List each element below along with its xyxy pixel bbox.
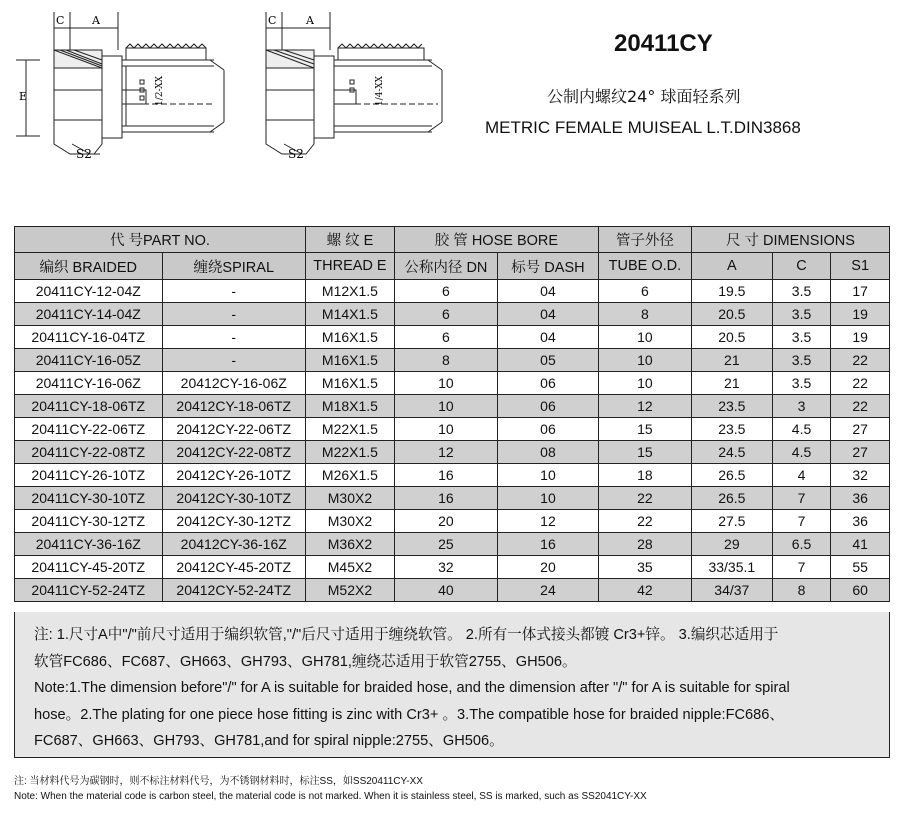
cell-thread: M36X2 bbox=[305, 533, 394, 556]
cell-spiral: 20412CY-26-10TZ bbox=[162, 464, 305, 487]
header-a: A bbox=[691, 253, 772, 280]
product-title: 20411CY bbox=[614, 30, 713, 57]
cell-c: 3.5 bbox=[772, 349, 831, 372]
cell-s1: 27 bbox=[831, 441, 890, 464]
dim-a-label: A bbox=[92, 14, 100, 27]
dim-c-label: C bbox=[56, 14, 65, 27]
notes-box bbox=[14, 612, 890, 758]
table-row bbox=[15, 418, 890, 441]
cell-a: 26.5 bbox=[691, 464, 772, 487]
cell-braided: 20411CY-12-04Z bbox=[15, 280, 163, 303]
cell-tube: 42 bbox=[598, 579, 691, 602]
cell-dn: 6 bbox=[394, 326, 497, 349]
dim-s2-label: S2 bbox=[288, 147, 304, 161]
cell-spiral: - bbox=[162, 303, 305, 326]
table-row bbox=[15, 372, 890, 395]
cell-braided: 20411CY-52-24TZ bbox=[15, 579, 163, 602]
dim-s2-label: S2 bbox=[76, 147, 92, 161]
cell-dn: 20 bbox=[394, 510, 497, 533]
cell-dash: 16 bbox=[497, 533, 598, 556]
cell-dn: 8 bbox=[394, 349, 497, 372]
cell-c: 3.5 bbox=[772, 326, 831, 349]
table-row bbox=[15, 395, 890, 418]
cell-c: 3.5 bbox=[772, 303, 831, 326]
cell-braided: 20411CY-18-06TZ bbox=[15, 395, 163, 418]
footer-line: Note: When the material code is carbon steel, the material code is not marked. When it is stainless steel, SS is marked, such as SS2041CY-XX bbox=[14, 791, 647, 802]
cell-tube: 10 bbox=[598, 349, 691, 372]
header-tube-cn: 管子外径 bbox=[598, 227, 691, 253]
cell-spiral: 20412CY-52-24TZ bbox=[162, 579, 305, 602]
cell-dn: 12 bbox=[394, 441, 497, 464]
cell-spiral: 20412CY-18-06TZ bbox=[162, 395, 305, 418]
cell-dash: 10 bbox=[497, 464, 598, 487]
cell-c: 6.5 bbox=[772, 533, 831, 556]
cell-dn: 40 bbox=[394, 579, 497, 602]
cell-spiral: 20412CY-16-06Z bbox=[162, 372, 305, 395]
table-row bbox=[15, 441, 890, 464]
cell-a: 19.5 bbox=[691, 280, 772, 303]
table-row bbox=[15, 280, 890, 303]
cell-thread: M16X1.5 bbox=[305, 349, 394, 372]
header-s1: S1 bbox=[831, 253, 890, 280]
cell-thread: M45X2 bbox=[305, 556, 394, 579]
cell-s1: 41 bbox=[831, 533, 890, 556]
cell-c: 4.5 bbox=[772, 418, 831, 441]
cell-braided: 20411CY-14-04Z bbox=[15, 303, 163, 326]
cell-spiral: - bbox=[162, 349, 305, 372]
header-part-no: 代 号PART NO. bbox=[15, 227, 306, 253]
cell-a: 21 bbox=[691, 372, 772, 395]
cell-thread: M22X1.5 bbox=[305, 418, 394, 441]
header-thread-e: THREAD E bbox=[305, 253, 394, 280]
cell-tube: 22 bbox=[598, 487, 691, 510]
footer-line: 注: 当材料代号为碳钢时，则不标注材料代号，为不锈钢材料时，标注SS，如SS20411CY-XX bbox=[14, 776, 423, 787]
cell-spiral: 20412CY-45-20TZ bbox=[162, 556, 305, 579]
cell-a: 23.5 bbox=[691, 395, 772, 418]
table-row bbox=[15, 303, 890, 326]
cell-braided: 20411CY-22-06TZ bbox=[15, 418, 163, 441]
thread-label: 1/2-XX bbox=[155, 75, 165, 106]
cell-dash: 06 bbox=[497, 372, 598, 395]
fitting-drawing-spiral bbox=[252, 8, 477, 163]
cell-s1: 19 bbox=[831, 326, 890, 349]
cell-braided: 20411CY-16-04TZ bbox=[15, 326, 163, 349]
cell-dn: 10 bbox=[394, 372, 497, 395]
cell-dash: 06 bbox=[497, 418, 598, 441]
dim-c-label: C bbox=[268, 14, 277, 27]
cell-a: 20.5 bbox=[691, 303, 772, 326]
table-row bbox=[15, 579, 890, 602]
table-header-row-1 bbox=[15, 227, 890, 253]
table-row bbox=[15, 349, 890, 372]
table-header-row-2 bbox=[15, 253, 890, 280]
cell-s1: 22 bbox=[831, 395, 890, 418]
cell-s1: 32 bbox=[831, 464, 890, 487]
cell-dn: 32 bbox=[394, 556, 497, 579]
header-hose-bore: 胶 管 HOSE BORE bbox=[394, 227, 598, 253]
cell-thread: M18X1.5 bbox=[305, 395, 394, 418]
cell-c: 7 bbox=[772, 556, 831, 579]
dim-e-label: E bbox=[19, 90, 28, 103]
cell-s1: 17 bbox=[831, 280, 890, 303]
cell-a: 23.5 bbox=[691, 418, 772, 441]
cell-braided: 20411CY-30-10TZ bbox=[15, 487, 163, 510]
cell-s1: 36 bbox=[831, 487, 890, 510]
cell-tube: 8 bbox=[598, 303, 691, 326]
cell-tube: 18 bbox=[598, 464, 691, 487]
note-line: FC687、GH663、GH793、GH781,and for spiral nipple:2755、GH506。 bbox=[34, 733, 504, 749]
cell-dash: 06 bbox=[497, 395, 598, 418]
cell-dash: 08 bbox=[497, 441, 598, 464]
cell-spiral: 20412CY-22-08TZ bbox=[162, 441, 305, 464]
cell-thread: M16X1.5 bbox=[305, 326, 394, 349]
cell-dash: 04 bbox=[497, 280, 598, 303]
cell-c: 7 bbox=[772, 510, 831, 533]
cell-tube: 15 bbox=[598, 441, 691, 464]
cell-c: 3.5 bbox=[772, 372, 831, 395]
table-row bbox=[15, 556, 890, 579]
cell-tube: 15 bbox=[598, 418, 691, 441]
cell-c: 7 bbox=[772, 487, 831, 510]
cell-thread: M52X2 bbox=[305, 579, 394, 602]
note-line: hose。2.The plating for one piece hose fitting is zinc with Cr3+ 。3.The compatible hose for braided nipple:FC686、 bbox=[34, 706, 784, 723]
cell-s1: 60 bbox=[831, 579, 890, 602]
cell-a: 24.5 bbox=[691, 441, 772, 464]
cell-a: 27.5 bbox=[691, 510, 772, 533]
cell-s1: 19 bbox=[831, 303, 890, 326]
cell-tube: 22 bbox=[598, 510, 691, 533]
cell-a: 29 bbox=[691, 533, 772, 556]
cell-dn: 10 bbox=[394, 395, 497, 418]
cell-spiral: - bbox=[162, 326, 305, 349]
table-row bbox=[15, 326, 890, 349]
cell-dash: 12 bbox=[497, 510, 598, 533]
cell-braided: 20411CY-16-05Z bbox=[15, 349, 163, 372]
cell-dn: 16 bbox=[394, 487, 497, 510]
cell-spiral: 20412CY-30-10TZ bbox=[162, 487, 305, 510]
footer-note bbox=[14, 774, 647, 804]
cell-dash: 10 bbox=[497, 487, 598, 510]
table-row bbox=[15, 464, 890, 487]
header-tube-od: TUBE O.D. bbox=[598, 253, 691, 280]
cell-dash: 05 bbox=[497, 349, 598, 372]
cell-braided: 20411CY-16-06Z bbox=[15, 372, 163, 395]
note-line: 软管FC686、FC687、GH663、GH793、GH781,缠绕芯适用于软管2755、GH506。 bbox=[34, 653, 577, 670]
cell-dn: 6 bbox=[394, 280, 497, 303]
table-row bbox=[15, 533, 890, 556]
note-line: Note:1.The dimension before"/" for A is suitable for braided hose, and the dimension after "/" for A is suitable for spiral bbox=[34, 680, 790, 696]
cell-thread: M12X1.5 bbox=[305, 280, 394, 303]
cell-braided: 20411CY-36-16Z bbox=[15, 533, 163, 556]
cell-thread: M30X2 bbox=[305, 487, 394, 510]
cell-tube: 12 bbox=[598, 395, 691, 418]
cell-dn: 25 bbox=[394, 533, 497, 556]
cell-dash: 24 bbox=[497, 579, 598, 602]
cell-s1: 55 bbox=[831, 556, 890, 579]
cell-s1: 36 bbox=[831, 510, 890, 533]
header-spiral: 缠绕SPIRAL bbox=[162, 253, 305, 280]
cell-tube: 35 bbox=[598, 556, 691, 579]
cell-spiral: 20412CY-30-12TZ bbox=[162, 510, 305, 533]
cell-tube: 28 bbox=[598, 533, 691, 556]
cell-thread: M16X1.5 bbox=[305, 372, 394, 395]
cell-dash: 20 bbox=[497, 556, 598, 579]
header-braided: 编织 BRAIDED bbox=[15, 253, 163, 280]
cell-a: 26.5 bbox=[691, 487, 772, 510]
cell-spiral: 20412CY-22-06TZ bbox=[162, 418, 305, 441]
header-dash: 标号 DASH bbox=[497, 253, 598, 280]
cell-c: 4.5 bbox=[772, 441, 831, 464]
cell-thread: M14X1.5 bbox=[305, 303, 394, 326]
cell-thread: M30X2 bbox=[305, 510, 394, 533]
fitting-drawing-braided bbox=[14, 8, 239, 163]
cell-dn: 10 bbox=[394, 418, 497, 441]
thread-label: 1/4-XX bbox=[375, 75, 385, 106]
cell-dn: 6 bbox=[394, 303, 497, 326]
subtitle-english: METRIC FEMALE MUISEAL L.T.DIN3868 bbox=[485, 118, 801, 137]
cell-dash: 04 bbox=[497, 303, 598, 326]
cell-s1: 22 bbox=[831, 349, 890, 372]
header-dn: 公称内径 DN bbox=[394, 253, 497, 280]
table-row bbox=[15, 510, 890, 533]
header-c: C bbox=[772, 253, 831, 280]
cell-thread: M22X1.5 bbox=[305, 441, 394, 464]
header-thread-cn: 螺 纹 E bbox=[305, 227, 394, 253]
table-row bbox=[15, 487, 890, 510]
cell-a: 21 bbox=[691, 349, 772, 372]
cell-a: 34/37 bbox=[691, 579, 772, 602]
note-line: 注: 1.尺寸A中"/"前尺寸适用于编织软管,"/"后尺寸适用于缠绕软管。 2.所有一体式接头都镀 Cr3+锌。 3.编织芯适用于 bbox=[34, 627, 779, 643]
cell-spiral: 20412CY-36-16Z bbox=[162, 533, 305, 556]
subtitle-chinese: 公制内螺纹24° 球面轻系列 bbox=[547, 87, 741, 106]
dim-a-label: A bbox=[306, 14, 314, 27]
cell-dash: 04 bbox=[497, 326, 598, 349]
cell-braided: 20411CY-30-12TZ bbox=[15, 510, 163, 533]
cell-c: 3.5 bbox=[772, 280, 831, 303]
cell-a: 20.5 bbox=[691, 326, 772, 349]
cell-tube: 10 bbox=[598, 372, 691, 395]
cell-dn: 16 bbox=[394, 464, 497, 487]
cell-s1: 27 bbox=[831, 418, 890, 441]
cell-s1: 22 bbox=[831, 372, 890, 395]
dimensions-table bbox=[14, 226, 890, 602]
cell-braided: 20411CY-45-20TZ bbox=[15, 556, 163, 579]
cell-tube: 10 bbox=[598, 326, 691, 349]
cell-tube: 6 bbox=[598, 280, 691, 303]
header-dimensions: 尺 寸 DIMENSIONS bbox=[691, 227, 889, 253]
cell-thread: M26X1.5 bbox=[305, 464, 394, 487]
cell-c: 4 bbox=[772, 464, 831, 487]
cell-c: 8 bbox=[772, 579, 831, 602]
cell-braided: 20411CY-22-08TZ bbox=[15, 441, 163, 464]
cell-a: 33/35.1 bbox=[691, 556, 772, 579]
cell-braided: 20411CY-26-10TZ bbox=[15, 464, 163, 487]
cell-spiral: - bbox=[162, 280, 305, 303]
cell-c: 3 bbox=[772, 395, 831, 418]
